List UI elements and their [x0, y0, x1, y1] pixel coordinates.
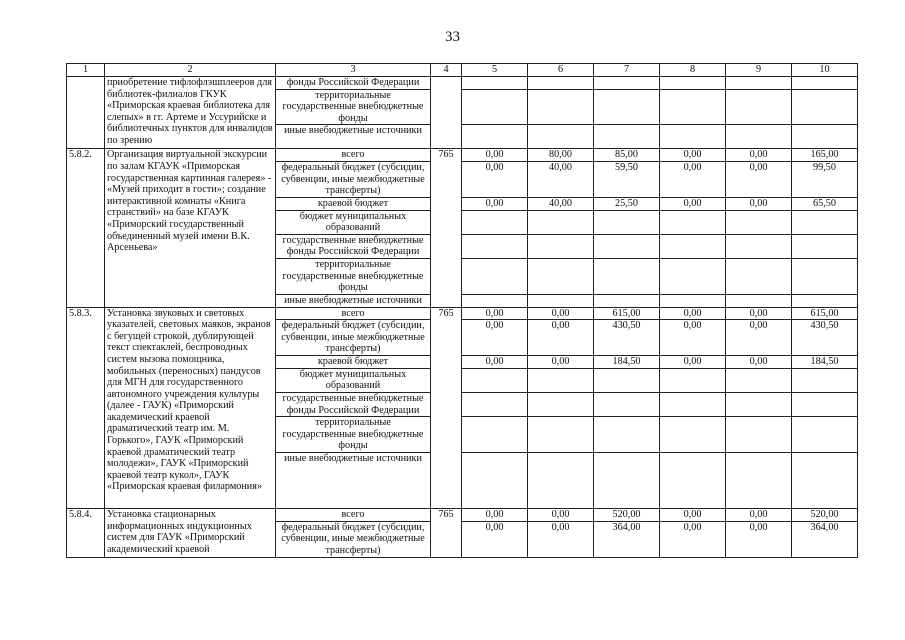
value-cell: 0,00: [726, 521, 792, 557]
value-cell: 80,00: [528, 149, 594, 162]
value-cell: 0,00: [528, 509, 594, 522]
measure-description: Установка стационарных информационных индукционных систем для ГАУК «Приморский академический краевой: [105, 509, 276, 558]
value-cell: 0,00: [660, 320, 726, 356]
header-cell: 5: [462, 64, 528, 77]
funding-source: территориальные государственные внебюджетные фонды: [276, 89, 431, 125]
funding-source: государственные внебюджетные фонды Российской Федерации: [276, 234, 431, 258]
funding-source: бюджет муниципальных образований: [276, 210, 431, 234]
header-cell: 1: [67, 64, 105, 77]
budget-table: [66, 63, 858, 558]
page-number: 33: [445, 29, 460, 45]
funding-source: бюджет муниципальных образований: [276, 368, 431, 392]
value-cell: 0,00: [528, 521, 594, 557]
header-cell: 3: [276, 64, 431, 77]
table-row: [67, 307, 858, 320]
funding-source: территориальные государственные внебюджетные фонды: [276, 417, 431, 453]
funding-source: краевой бюджет: [276, 197, 431, 210]
header-cell: 8: [660, 64, 726, 77]
measure-description: приобретение тифлофлэшплееров для библиотек-филиалов ГКУК «Приморская краевая библиотека для слепых» в гг. Артеме и Уссурийске и библиотечных пунктов для инвалидов по зрению: [105, 77, 276, 149]
value-cell: 615,00: [792, 307, 858, 320]
value-cell: 0,00: [726, 307, 792, 320]
table-row: [67, 509, 858, 522]
value-cell: 364,00: [792, 521, 858, 557]
value-cell: 0,00: [660, 521, 726, 557]
value-cell: 0,00: [726, 356, 792, 369]
funding-source: государственные внебюджетные фонды Российской Федерации: [276, 392, 431, 416]
code-cell: 765: [431, 307, 462, 509]
value-cell: 65,50: [792, 197, 858, 210]
value-cell: 0,00: [462, 356, 528, 369]
value-cell: 0,00: [726, 149, 792, 162]
funding-source: иные внебюджетные источники: [276, 294, 431, 307]
funding-source: федеральный бюджет (субсидии, субвенции, иные межбюджетные трансферты): [276, 161, 431, 197]
value-cell: 0,00: [660, 161, 726, 197]
value-cell: 0,00: [660, 509, 726, 522]
value-cell: 59,50: [594, 161, 660, 197]
value-cell: 0,00: [660, 149, 726, 162]
funding-source: федеральный бюджет (субсидии, субвенции, иные межбюджетные трансферты): [276, 521, 431, 557]
funding-source: краевой бюджет: [276, 356, 431, 369]
code-cell: [431, 77, 462, 149]
value-cell: 0,00: [726, 161, 792, 197]
value-cell: 0,00: [462, 521, 528, 557]
value-cell: 165,00: [792, 149, 858, 162]
header-cell: 7: [594, 64, 660, 77]
funding-source: всего: [276, 307, 431, 320]
value-cell: 615,00: [594, 307, 660, 320]
table-row: [67, 149, 858, 162]
header-cell: 6: [528, 64, 594, 77]
value-cell: 184,50: [792, 356, 858, 369]
value-cell: 0,00: [462, 161, 528, 197]
header-cell: 10: [792, 64, 858, 77]
row-number: [67, 77, 105, 149]
code-cell: 765: [431, 509, 462, 558]
value-cell: 85,00: [594, 149, 660, 162]
value-cell: 40,00: [528, 161, 594, 197]
value-cell: 0,00: [660, 197, 726, 210]
value-cell: 520,00: [792, 509, 858, 522]
header-cell: 4: [431, 64, 462, 77]
value-cell: 0,00: [528, 307, 594, 320]
value-cell: 184,50: [594, 356, 660, 369]
value-cell: 0,00: [528, 356, 594, 369]
value-cell: 0,00: [726, 509, 792, 522]
value-cell: 0,00: [462, 307, 528, 320]
value-cell: 0,00: [726, 197, 792, 210]
value-cell: 430,50: [594, 320, 660, 356]
funding-source: федеральный бюджет (субсидии, субвенции, иные межбюджетные трансферты): [276, 320, 431, 356]
row-number: 5.8.2.: [67, 149, 105, 307]
value-cell: 364,00: [594, 521, 660, 557]
value-cell: 99,50: [792, 161, 858, 197]
value-cell: 0,00: [726, 320, 792, 356]
measure-description: Организация виртуальной экскурсии по залам КГАУК «Приморская государственная картинная галерея» - «Музей приходит в гости»; создание интерактивной комнаты «Книга странствий» на базе КГАУК «Приморский государственный объединенный музей имени В.К. Арсеньева»: [105, 149, 276, 307]
value-cell: 0,00: [462, 320, 528, 356]
funding-source: территориальные государственные внебюджетные фонды: [276, 258, 431, 294]
funding-source: всего: [276, 149, 431, 162]
row-number: 5.8.4.: [67, 509, 105, 558]
measure-description: Установка звуковых и световых указателей, световых маяков, экранов с бегущей строкой, дублирующей текст спектаклей, беспроводных систем вызова помощника, мобильных (переносных) пандусов для МГН для государственного автономного учреждения культуры (далее - ГАУК) «Приморский академический краевой драматический театр им. М. Горького», ГАУК «Приморский краевой драматический театр молодежи», ГАУК «Приморский краевой театр кукол», ГАУК «Приморская краевая филармония»: [105, 307, 276, 509]
value-cell: 25,50: [594, 197, 660, 210]
value-cell: 0,00: [528, 320, 594, 356]
value-cell: 0,00: [660, 307, 726, 320]
funding-source: иные внебюджетные источники: [276, 125, 431, 149]
header-cell: 2: [105, 64, 276, 77]
value-cell: 0,00: [462, 149, 528, 162]
value-cell: 40,00: [528, 197, 594, 210]
header-row: [67, 64, 858, 77]
funding-source: иные внебюджетные источники: [276, 453, 431, 509]
value-cell: 0,00: [462, 509, 528, 522]
row-number: 5.8.3.: [67, 307, 105, 509]
funding-source: фонды Российской Федерации: [276, 77, 431, 90]
code-cell: 765: [431, 149, 462, 307]
table-row: [67, 77, 858, 90]
value-cell: 430,50: [792, 320, 858, 356]
header-cell: 9: [726, 64, 792, 77]
value-cell: 0,00: [660, 356, 726, 369]
value-cell: 520,00: [594, 509, 660, 522]
funding-source: всего: [276, 509, 431, 522]
value-cell: 0,00: [462, 197, 528, 210]
